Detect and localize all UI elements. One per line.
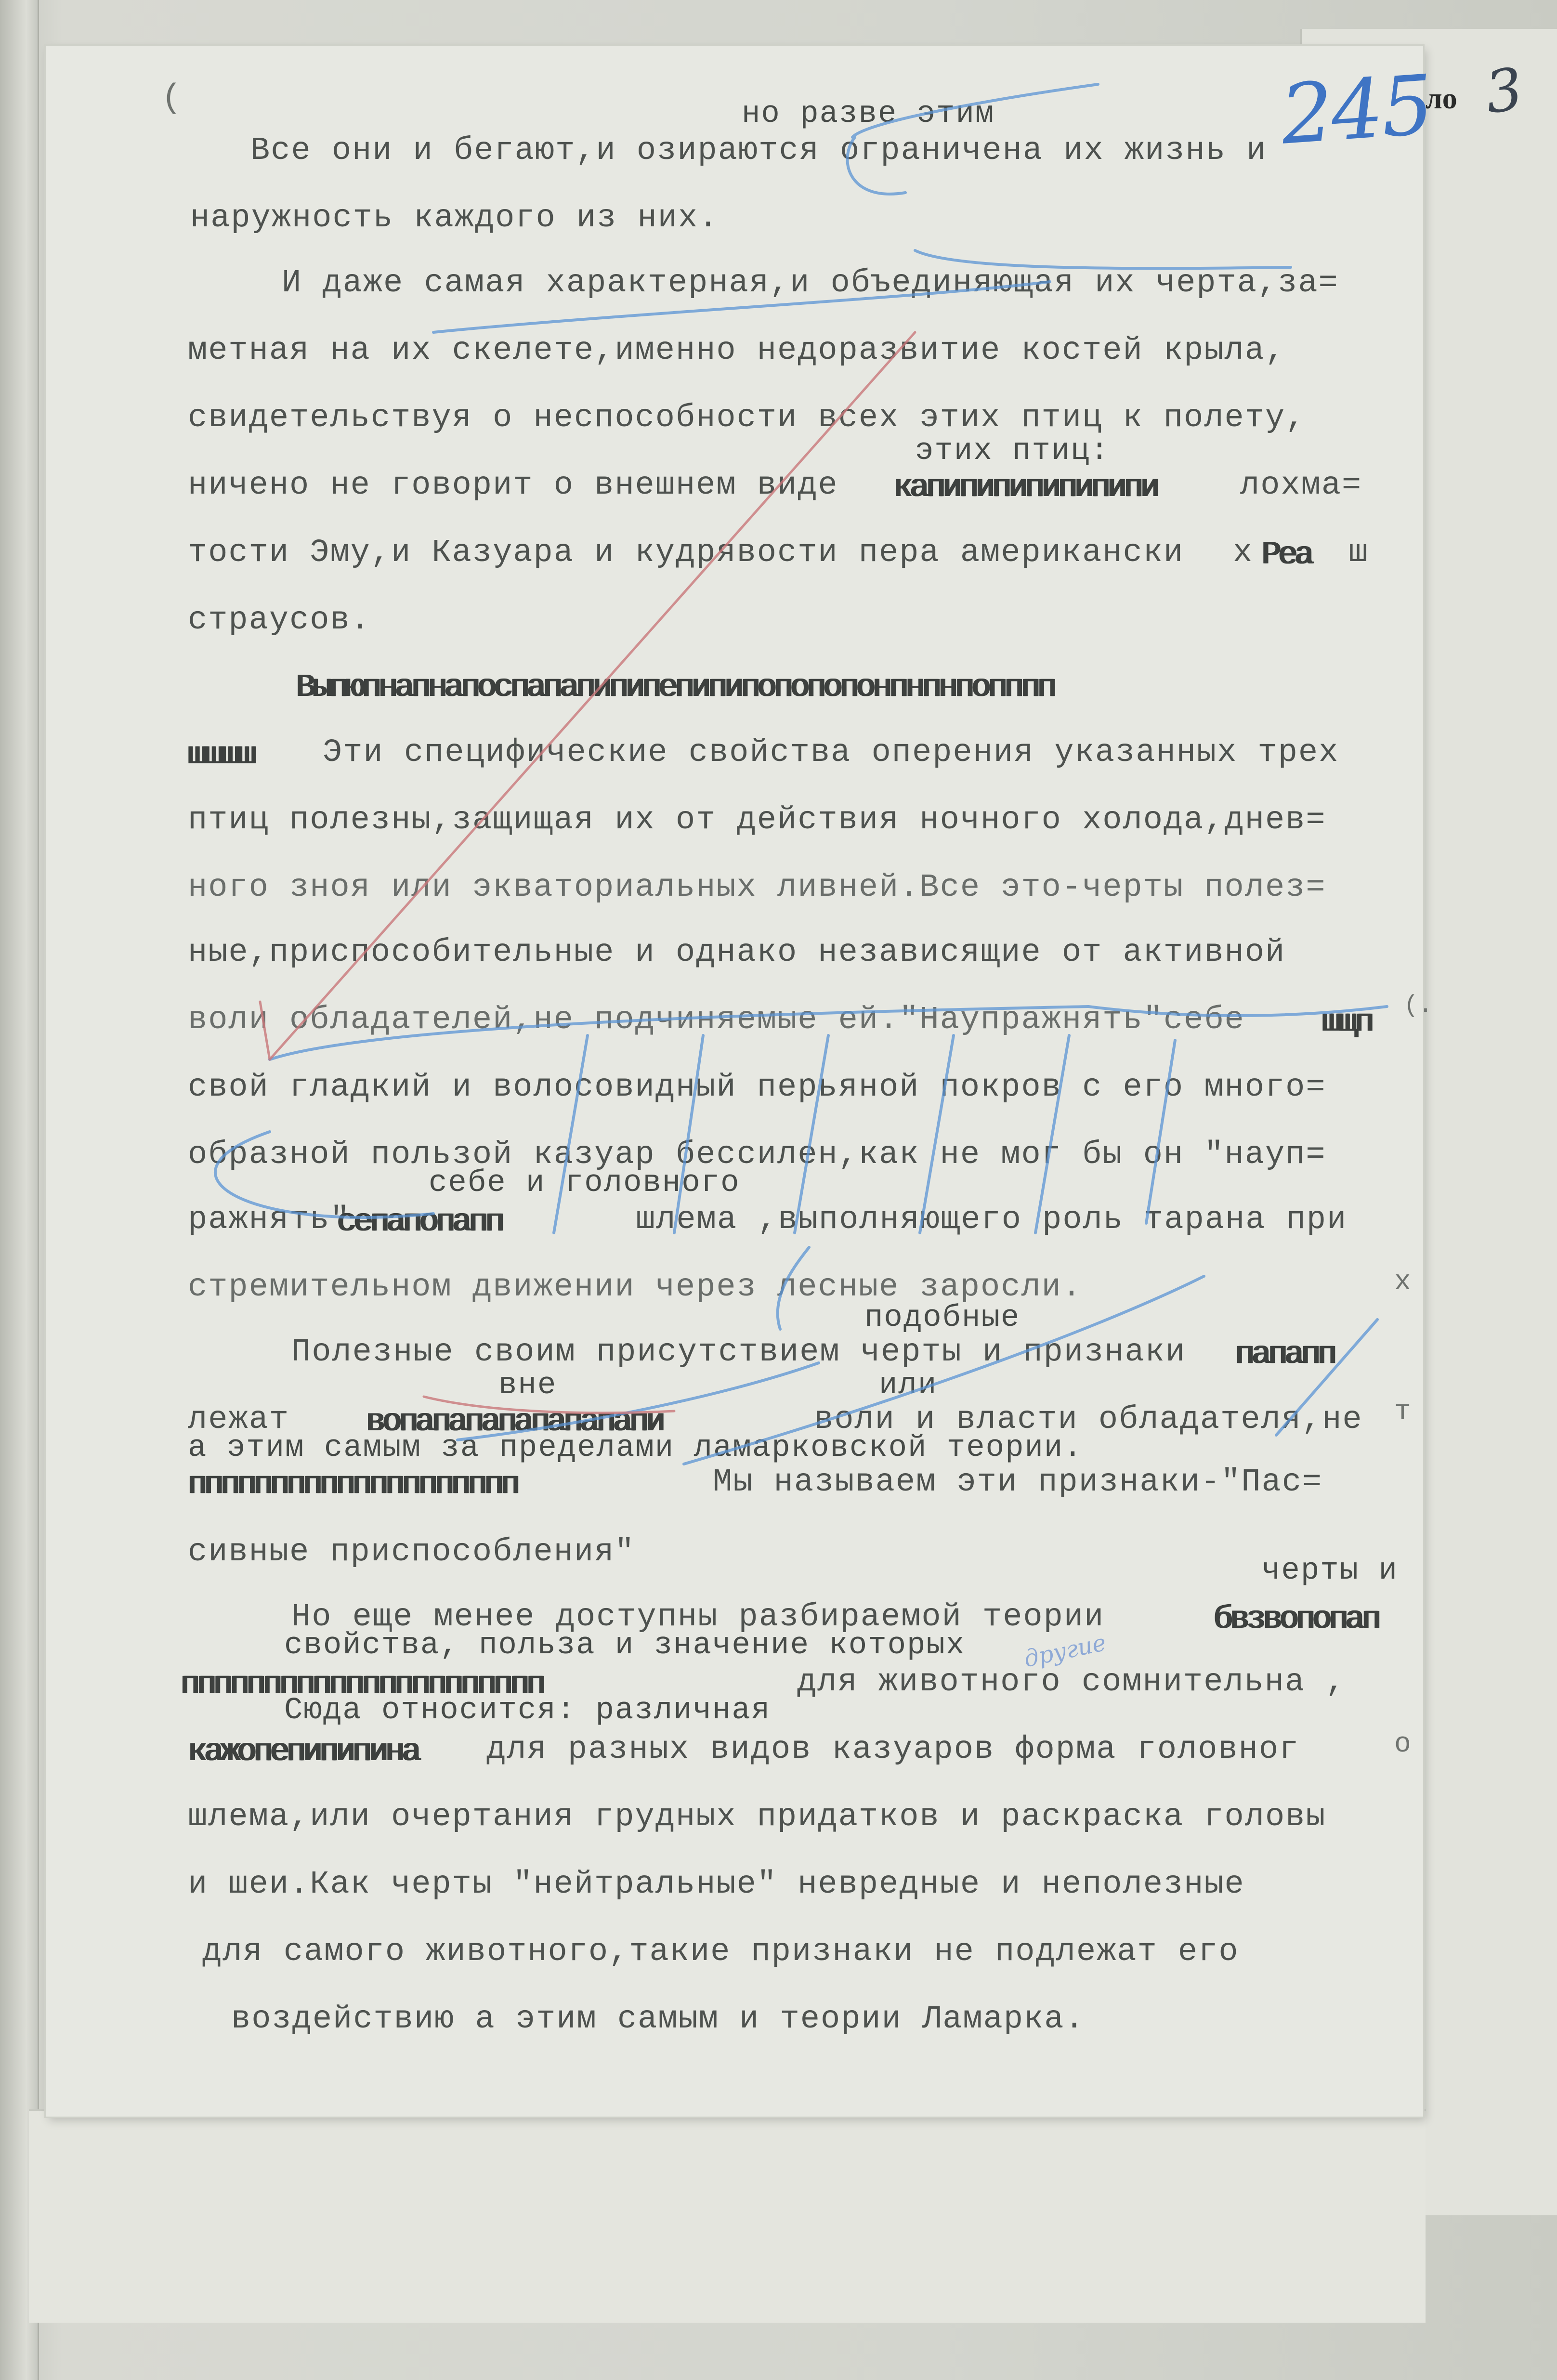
text-line: воздействию а этим самым и теории Ламарка. (231, 2001, 1085, 2038)
folio-number: 245 (1278, 57, 1435, 163)
interlinear-insert: вне (498, 1368, 557, 1403)
text-line: для самого животного,такие признаки не подлежат его (202, 1934, 1239, 1970)
blue-pencil-strike (554, 1035, 588, 1233)
interlinear-insert: Сюда относится: различная (284, 1693, 771, 1728)
blue-pencil-strike (1146, 1040, 1175, 1223)
struck-out-text: пппппппппппппппппппп (188, 1466, 518, 1503)
struck-out-line: Выпюпнапнапоспапапипипепипипопопопонпнпнпопппп (296, 669, 1054, 706)
blue-pencil-line (1276, 1320, 1377, 1435)
text-line: лежат (188, 1401, 290, 1438)
text-line: свой гладкий и волосовидный перьяной покров с его много= (188, 1069, 1326, 1106)
text-line: и шеи.Как черты "нейтральные" невредные и неполезные (188, 1866, 1245, 1903)
text-line: образной пользой казуар бессилен,как не мог бы он "науп= (188, 1137, 1326, 1173)
blue-pencil-line (684, 1276, 1204, 1464)
text-line: тости Эму,и Казуара и кудрявости пера американски (188, 535, 1184, 571)
text-line: свидетельствуя о неспособности всех этих птиц к полету, (188, 400, 1306, 436)
margin-mark: х (1394, 1267, 1411, 1298)
blue-pencil-connector (433, 282, 1050, 332)
blue-pencil-underline (915, 250, 1291, 268)
text-line: для разных видов казуаров форма головног (486, 1731, 1300, 1768)
pencil-annotation: другие (1021, 1629, 1109, 1673)
struck-out-text: шшшш (188, 737, 254, 773)
interlinear-insert: или (879, 1368, 938, 1403)
blue-pencil-strike (920, 1035, 954, 1233)
struck-out-text: шщп (1322, 1004, 1372, 1041)
blue-pencil-line (458, 1363, 819, 1440)
text-line: страусов. (188, 602, 371, 639)
interlinear-insert: свойства, польза и значение которых (284, 1628, 966, 1663)
text-line: ш (1348, 535, 1369, 571)
struck-out-text: Реа (1262, 537, 1311, 574)
red-pencil-diagonal (270, 332, 915, 1059)
text-line: птиц полезны,защищая их от действия ночного холода,днев= (188, 802, 1326, 838)
blue-pencil-bracket (852, 84, 1098, 137)
text-line: шлема,или очертания грудных придатков и раскраска головы (188, 1799, 1326, 1835)
struck-out-text: капипипипипипипи (893, 470, 1157, 506)
interlinear-insert: черты и (1262, 1554, 1398, 1588)
text-line: метная на их скелете,именно недоразвитие костей крыла, (188, 332, 1286, 369)
text-line: Полезные своим присутствием черты и признаки (291, 1334, 1186, 1371)
blue-pencil-strike (1035, 1035, 1069, 1233)
text-line: х (1233, 535, 1254, 571)
text-line: И даже самая характерная,и объединяющая их черта,за= (282, 265, 1339, 301)
text-line: воли обладателей,не подчиняемые ей."Наупражнять"себе (188, 1002, 1245, 1038)
text-line: ные,приспособительные и однако независящие от активной (188, 934, 1286, 971)
text-line: Но еще менее доступны разбираемой теории (291, 1599, 1105, 1635)
text-line: Эти специфические свойства оперения указанных трех (323, 734, 1339, 771)
struck-out-text: сепапопапп (337, 1204, 502, 1241)
text-line: наружность каждого из них. (190, 200, 719, 236)
interlinear-insert: подобные (864, 1301, 1021, 1335)
interlinear-insert: этих птиц: (915, 434, 1110, 469)
struck-out-text: папапп (1235, 1336, 1335, 1373)
blue-pencil-strike (674, 1035, 703, 1233)
text-line: Все они и бегают,и озираются ограничена их жизнь и (250, 132, 1267, 169)
interlinear-insert: себе и головного (429, 1166, 740, 1201)
blue-pencil-bracket (1088, 1007, 1387, 1016)
margin-mark: ( (161, 79, 182, 118)
struck-out-text: бвзвопопап (1214, 1601, 1379, 1638)
struck-out-text: вопапапапапапапапи (366, 1404, 663, 1440)
text-line: ного зноя или экваториальных ливней.Все это-черты полез= (188, 869, 1326, 906)
interlinear-insert: но разве этим (742, 97, 995, 131)
blue-pencil-curve (778, 1247, 809, 1329)
blue-pencil-bracket (270, 1007, 1088, 1059)
text-line: лохма= (1240, 467, 1362, 504)
text-line: сивные приспособления" (188, 1534, 635, 1570)
text-line: шлема ,выполняющего роль тарана при (636, 1202, 1348, 1238)
struck-out-text: кажопепипипина (188, 1734, 419, 1770)
archive-page-mark: 3 (1481, 55, 1527, 127)
blue-pencil-loop (215, 1132, 433, 1217)
text-line: ничено не говорит о внешнем виде (188, 467, 838, 504)
text-line: ражнять" (188, 1202, 351, 1238)
margin-mark: т (1394, 1397, 1411, 1428)
blue-pencil-loop (848, 137, 905, 194)
text-line: для животного сомнительна , (797, 1664, 1346, 1700)
margin-mark: (. (1404, 992, 1433, 1020)
underlying-page-fragment: ло (1426, 82, 1457, 115)
red-pencil-bracket (260, 1002, 270, 1059)
text-line: воли и власти обладателя,не (814, 1401, 1363, 1438)
struck-out-text: пппппппппппппппппппппп (181, 1666, 543, 1703)
text-line: стремительном движении через лесные заросли. (188, 1269, 1083, 1306)
blue-pencil-strike (795, 1035, 828, 1233)
text-line: Мы называем эти признаки-"Пас= (713, 1464, 1323, 1501)
margin-mark: о (1394, 1729, 1411, 1760)
interlinear-insert: а этим самым за пределами ламарковской теории. (188, 1431, 1083, 1465)
